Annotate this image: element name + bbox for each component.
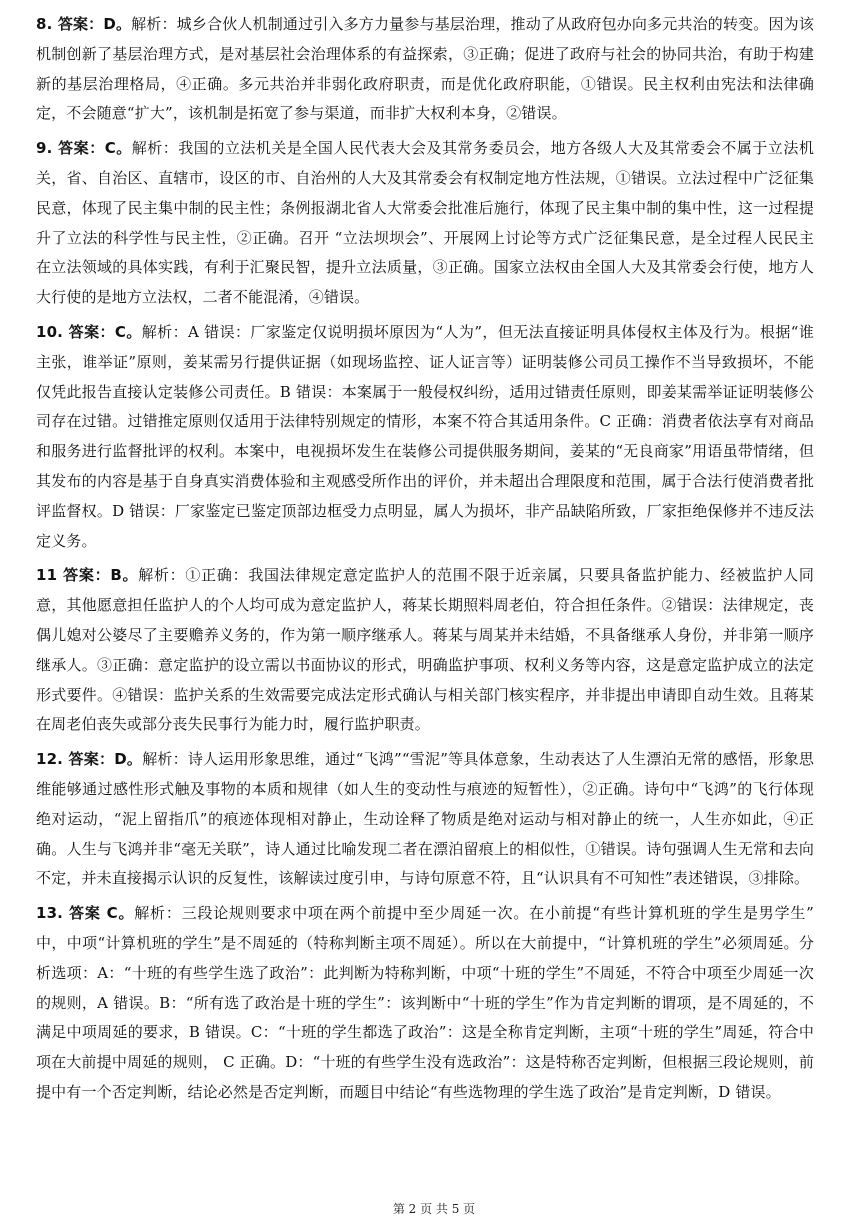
answer-13-text [36,899,814,1108]
answer-8 [36,10,814,129]
answer-10-text [36,318,814,556]
answer-8-head: 8. 答案：D。 [36,15,132,33]
answer-9-text [36,134,814,313]
answer-10 [36,318,814,556]
answer-11-text [36,561,814,740]
answer-11 [36,561,814,740]
answer-13-head: 13. 答案 C。 [36,904,135,923]
answer-9-body: 解析：我国的立法机关是全国人民代表大会及其常务委员会，地方各级人大及其常委会不属于立法机关，省、自治区、直辖市，设区的市、自治州的人大及其常委会有权制定地方性法规，①错误。立法过程中广泛征集民意，体现了民主集中制的民主性；条例报湖北省人大常委会批准后施行，体现了民主集中制的集中性，这一过程提升了立法的科学性与民主性，②正确。召开 “立法坝坝会”、开展网上讨论等方式广泛征集民意，是全过程人民民主在立法领域的具体实践，有利于汇聚民智，提升立法质量，③正确。国家立法权由全国人大及其常委会行使，地方人大行使的是地方立法权，二者不能混淆，④错误。 [36,139,814,307]
answer-8-body: 解析：城乡合伙人机制通过引入多方力量参与基层治理，推动了从政府包办向多元共治的转变。因为该机制创新了基层治理方式，是对基层社会治理体系的有益探索，③正确；促进了政府与社会的协同共治，有助于构建新的基层治理格局，④正确。多元共治并非弱化政府职责，而是优化政府职能，①错误。民主权利由宪法和法律确定，不会随意“扩大”，该机制是拓宽了参与渠道，而非扩大权利本身，②错误。 [36,15,814,123]
document-page [36,10,814,1113]
answer-10-body: 解析：A 错误：厂家鉴定仅说明损坏原因为“人为”，但无法直接证明具体侵权主体及行为。根据“谁主张，谁举证”原则，姜某需另行提供证据（如现场监控、证人证言等）证明装修公司员工操作不当导致损坏，不能仅凭此报告直接认定装修公司责任。B 错误：本案属于一般侵权纠纷，适用过错责任原则，即姜某需举证证明装修公司存在过错。过错推定原则仅适用于法律特别规定的情形，本案不符合其适用条件。C 正确：消费者依法享有对商品和服务进行监督批评的权利。本案中，电视损坏发生在装修公司提供服务期间，姜某的“无良商家”用语虽带情绪，但其发布的内容是基于自身真实消费体验和主观感受所作出的评价，并未超出合理限度和范围，属于合法行使消费者批评监督权。D 错误：厂家鉴定已鉴定顶部边框受力点明显，属人为损坏，非产品缺陷所致，厂家拒绝保修并不违反法定义务。 [36,322,815,550]
answer-13-body: 解析：三段论规则要求中项在两个前提中至少周延一次。在小前提“有些计算机班的学生是男学生” 中，中项“计算机班的学生”是不周延的（特称判断主项不周延）。所以在大前提中，“计算机班的学生”必须周延。分析选项：A：“十班的有些学生选了政治”：此判断为特称判断，中项“十班的学生”不周延，不符合中项至少周延一次的规则，A 错误。B：“所有选了政治是十班的学生”：该判断中“十班的学生”作为肯定判断的谓项，是不周延的，不满足中项周延的要求，B 错误。C：“十班的学生都选了政治”：这是全称肯定判断，主项“十班的学生”周延，符合中项在大前提中周延的规则， C 正确。D：“十班的有些学生没有选政治”：这是特称否定判断，但根据三段论规则，前提中有一个否定判断，结论必然是否定判断，而题目中结论“有些选物理的学生选了政治”是肯定判断，D 错误。 [36,904,814,1101]
answer-9 [36,134,814,313]
answer-10-head: 10. 答案：C。 [36,322,142,341]
answer-8-text [36,10,814,129]
answer-11-body: 解析：①正确：我国法律规定意定监护人的范围不限于近亲属，只要具备监护能力、经被监护人同意，其他愿意担任监护人的个人均可成为意定监护人，蒋某长期照料周老伯，符合担任条件。②错误：法律规定，丧偶儿媳对公婆尽了主要赡养义务的，作为第一顺序继承人。蒋某与周某并未结婚，不具备继承人身份，并非第一顺序继承人。③正确：意定监护的设立需以书面协议的形式，明确监护事项、权利义务等内容，这是意定监护成立的法定形式要件。④错误：监护关系的生效需要完成法定形式确认与相关部门核实程序，并非提出申请即自动生效。且蒋某在周老伯丧失或部分丧失民事行为能力时，履行监护职责。 [36,566,814,734]
answer-11-head: 11 答案：B。 [36,566,139,585]
answer-12-body: 解析：诗人运用形象思维，通过“飞鸿”“雪泥”等具体意象，生动表达了人生漂泊无常的感悟，形象思维能够通过感性形式触及事物的本质和规律（如人生的变动性与痕迹的短暂性），②正确。诗句中“飞鸿”的飞行体现绝对运动，“泥上留指爪”的痕迹体现相对静止，生动诠释了物质是绝对运动与相对静止的统一，人生亦如此，④正确。人生与飞鸿并非“毫无关联”，诗人通过比喻发现二者在漂泊留痕上的相似性，①错误。诗句强调人生无常和去向不定，并未直接揭示认识的反复性，该解读过度引申，与诗句原意不符，且“认识具有不可知性”表述错误，③排除。 [36,750,815,888]
answer-12-text [36,745,814,894]
answer-12-head: 12. 答案：D。 [36,750,143,769]
page-number-footer: 第 2 页 共 5 页 [392,1202,476,1216]
answer-12 [36,745,814,894]
answer-9-head: 9. 答案：C。 [36,139,132,158]
answer-13 [36,899,814,1108]
